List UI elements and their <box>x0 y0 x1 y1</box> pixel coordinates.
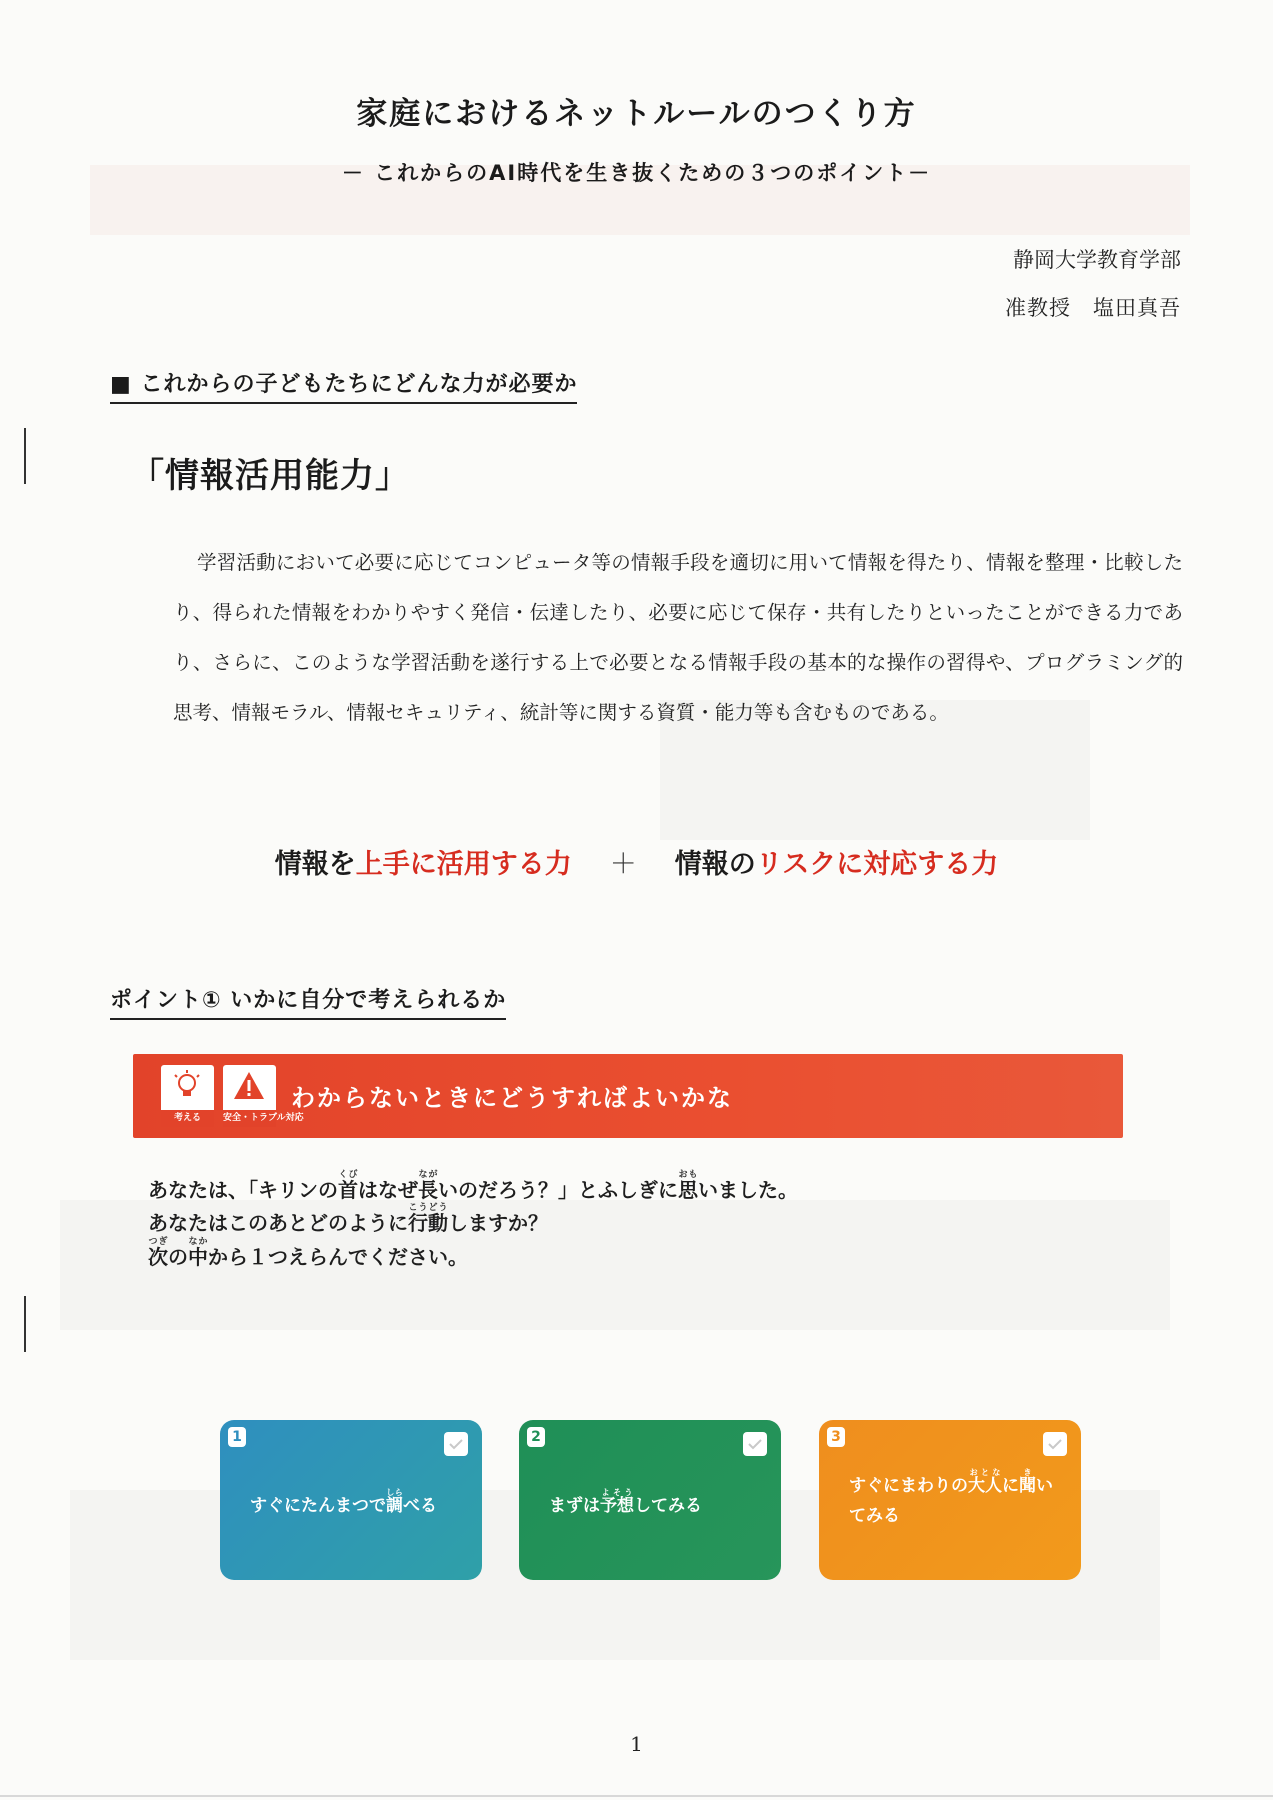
document-title: 家庭におけるネットルールのつくり方 <box>356 96 917 132</box>
think-badge-label: 考える <box>161 1110 214 1127</box>
page-number: 1 <box>630 1732 643 1756</box>
choice-card-3[interactable] <box>819 1420 1081 1580</box>
section-heading-point1: ポイント① いかに自分で考えられるか <box>110 983 506 1020</box>
safety-badge-label: 安全・トラブル対応 <box>223 1110 276 1127</box>
ability-formula <box>0 842 1273 881</box>
think-badge <box>161 1065 214 1127</box>
document-subtitle: － これからのAI時代を生き抜くための３つのポイント－ <box>341 161 932 185</box>
choice-card-2[interactable] <box>519 1420 781 1580</box>
binding-mark <box>24 1296 26 1352</box>
formula-left-prefix: 情報を <box>274 849 356 880</box>
lightbulb-icon <box>170 1069 204 1103</box>
check-icon <box>448 1437 464 1451</box>
banner-title: わからないときにどうすればよいかな <box>291 1084 733 1112</box>
author-affiliation: 静岡大学教育学部 <box>1013 248 1181 272</box>
section-heading-skills: ■ これからの子どもたちにどんな力が必要か <box>110 367 577 404</box>
question-line-2: あなたはこのあとどのように行動こうどうしますか？ <box>148 1203 548 1235</box>
choice-label: まずは予想よそうしてみる <box>549 1488 702 1516</box>
key-term: 「情報活用能力」 <box>130 456 410 496</box>
page-edge <box>0 1795 1273 1797</box>
checkbox[interactable] <box>743 1432 767 1456</box>
check-icon <box>1047 1437 1063 1451</box>
formula-right-highlight: リスクに対応する力 <box>755 849 999 880</box>
question-line-1: あなたは、「キリンの首くびはなぜ長ながいのだろう？」とふしぎに思おもいました。 <box>148 1170 798 1202</box>
formula-right-prefix: 情報の <box>674 849 756 880</box>
checkbox[interactable] <box>444 1432 468 1456</box>
check-icon <box>747 1437 763 1451</box>
choice-card-1[interactable] <box>220 1420 482 1580</box>
definition-paragraph: 学習活動において必要に応じてコンピュータ等の情報手段を適切に用いて情報を得たり、情報を整理・比較したり、得られた情報をわかりやすく発信・伝達したり、必要に応じて保存・共有したりといったことができる力であり、さらに、このような学習活動を遂行する上で必要となる情報手段の基本的な操作の習得や、プログラミング的思考、情報モラル、情報セキュリティ、統計等に関する資質・能力等も含むものである。 <box>173 551 1183 724</box>
choice-number: 3 <box>827 1427 845 1447</box>
formula-left-highlight: 上手に活用する力 <box>355 849 572 880</box>
choice-label: すぐにまわりの大人おとなに聞きいてみる <box>849 1468 1053 1526</box>
safety-badge <box>223 1065 304 1127</box>
warning-icon <box>232 1069 266 1103</box>
author-name: 准教授 塩田真吾 <box>1005 296 1181 320</box>
checkbox[interactable] <box>1043 1432 1067 1456</box>
choice-number: 1 <box>228 1427 246 1447</box>
question-line-3: 次つぎの中なかから１つえらんでください。 <box>148 1237 468 1269</box>
choice-label: すぐにたんまつで調しらべる <box>250 1488 437 1516</box>
formula-plus: ＋ <box>609 849 637 880</box>
question-banner <box>133 1054 1123 1138</box>
binding-mark <box>24 428 26 484</box>
choice-number: 2 <box>527 1427 545 1447</box>
